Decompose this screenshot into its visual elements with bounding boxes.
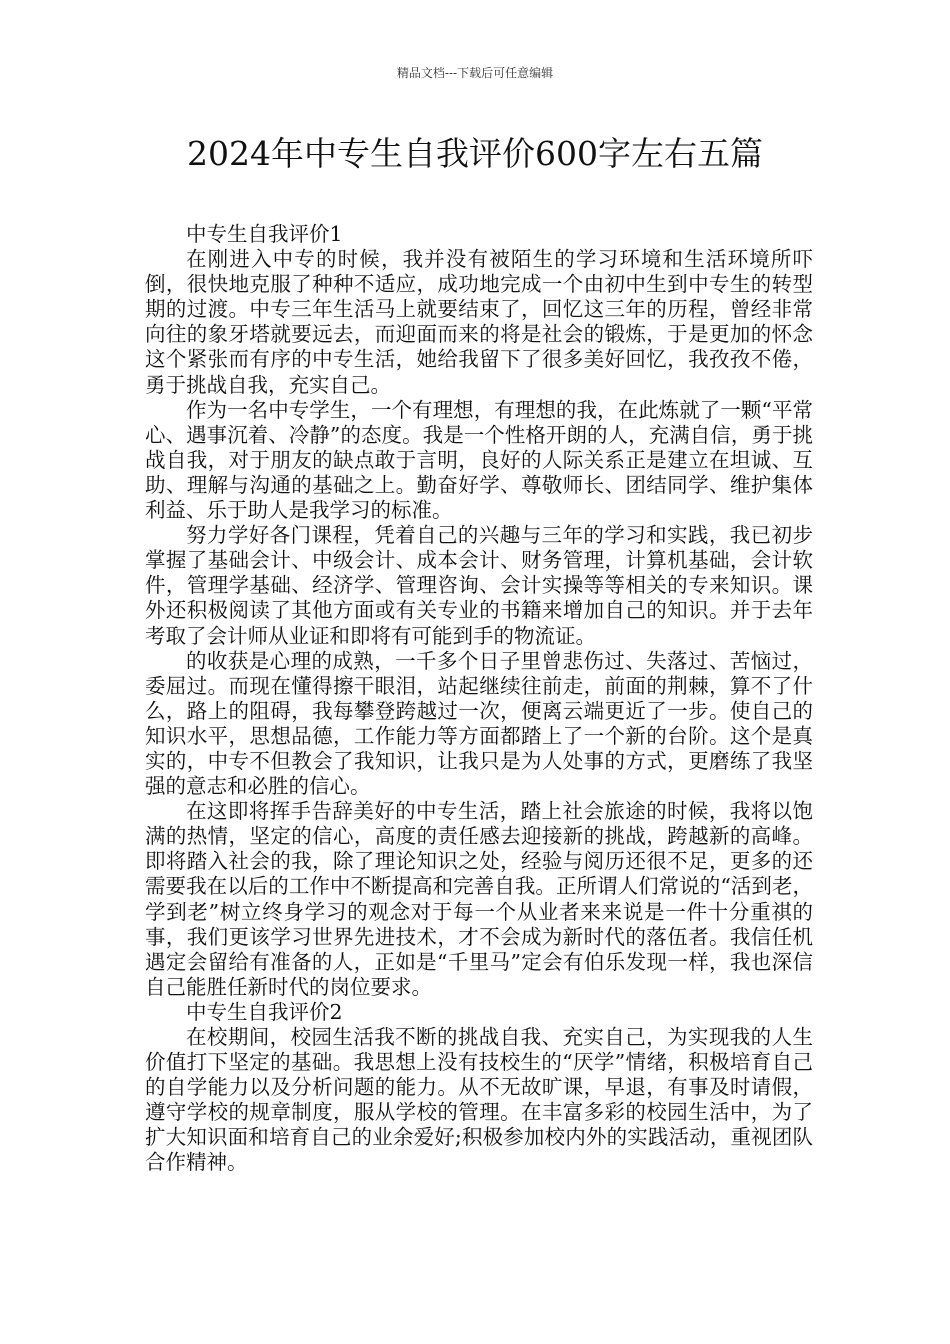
document-body bbox=[145, 222, 813, 1176]
document-title: 2024年中专生自我评价600字左右五篇 bbox=[187, 134, 763, 173]
paragraph: 在刚进入中专的时候，我并没有被陌生的学习环境和生活环境所吓倒，很快地克服了种种不适应，成功地完成一个由初中生到中专生的转型期的过渡。中专三年生活马上就要结束了，回忆这三年的历程，曾经非常向往的象牙塔就要远去，而迎面而来的将是社会的锻炼，于是更加的怀念这个紧张而有序的中专生活，她给我留下了很多美好回忆，我孜孜不倦，勇于挑战自我，充实自己。 bbox=[145, 247, 813, 397]
header-note: 精品文档---下载后可任意编辑 bbox=[396, 66, 554, 80]
paragraph: 努力学好各门课程，凭着自己的兴趣与三年的学习和实践，我已初步掌握了基础会计、中级会计、成本会计、财务管理，计算机基础，会计软件，管理学基础、经济学、管理咨询、会计实操等等相关的专来知识。课外还积极阅读了其他方面或有关专业的书籍来增加自己的知识。并于去年考取了会计师从业证和即将有可能到手的物流证。 bbox=[145, 523, 813, 648]
paragraph: 在校期间，校园生活我不断的挑战自我、充实自己，为实现我的人生价值打下坚定的基础。我思想上没有技校生的“厌学”情绪，积极培育自己的自学能力以及分析问题的能力。从不无故旷课，早退，有事及时请假，遵守学校的规章制度，服从学校的管理。在丰富多彩的校园生活中，为了扩大知识面和培育自己的业余爱好;积极参加校内外的实践活动，重视团队合作精神。 bbox=[145, 1025, 813, 1175]
paragraph: 的收获是心理的成熟，一千多个日子里曾悲伤过、失落过、苦恼过，委屈过。而现在懂得擦干眼泪，站起继续往前走，前面的荆棘，算不了什么，路上的阻碍，我每攀登跨越过一次，便离云端更近了一步。使自己的知识水平，思想品德，工作能力等方面都踏上了一个新的台阶。这个是真实的，中专不但教会了我知识，让我只是为人处事的方式，更磨练了我坚强的意志和必胜的信心。 bbox=[145, 648, 813, 799]
section-heading-2: 中专生自我评价2 bbox=[186, 999, 343, 1024]
paragraph: 在这即将挥手告辞美好的中专生活，踏上社会旅途的时候，我将以饱满的热情，坚定的信心，高度的责任感去迎接新的挑战，跨越新的高峰。即将踏入社会的我，除了理论知识之处，经验与阅历还很不足，更多的还需要我在以后的工作中不断提高和完善自我。正所谓人们常说的“活到老，学到老”树立终身学习的观念对于每一个从业者来来说是一件十分重祺的事，我们更该学习世界先进技术，才不会成为新时代的落伍者。我信任机遇定会留给有准备的人，正如是“千里马”定会有伯乐发现一样，我也深信自己能胜任新时代的岗位要求。 bbox=[145, 799, 813, 999]
paragraph: 作为一名中专学生，一个有理想，有理想的我，在此炼就了一颗“平常心、遇事沉着、冷静”的态度。我是一个性格开朗的人，充满自信，勇于挑战自我，对于朋友的缺点敢于言明，良好的人际关系正是建立在坦诚、互助、理解与沟通的基础之上。勤奋好学、尊敬师长、团结同学、维护集体利益、乐于助人是我学习的标准。 bbox=[145, 397, 813, 523]
section-heading-1: 中专生自我评价1 bbox=[186, 222, 343, 246]
